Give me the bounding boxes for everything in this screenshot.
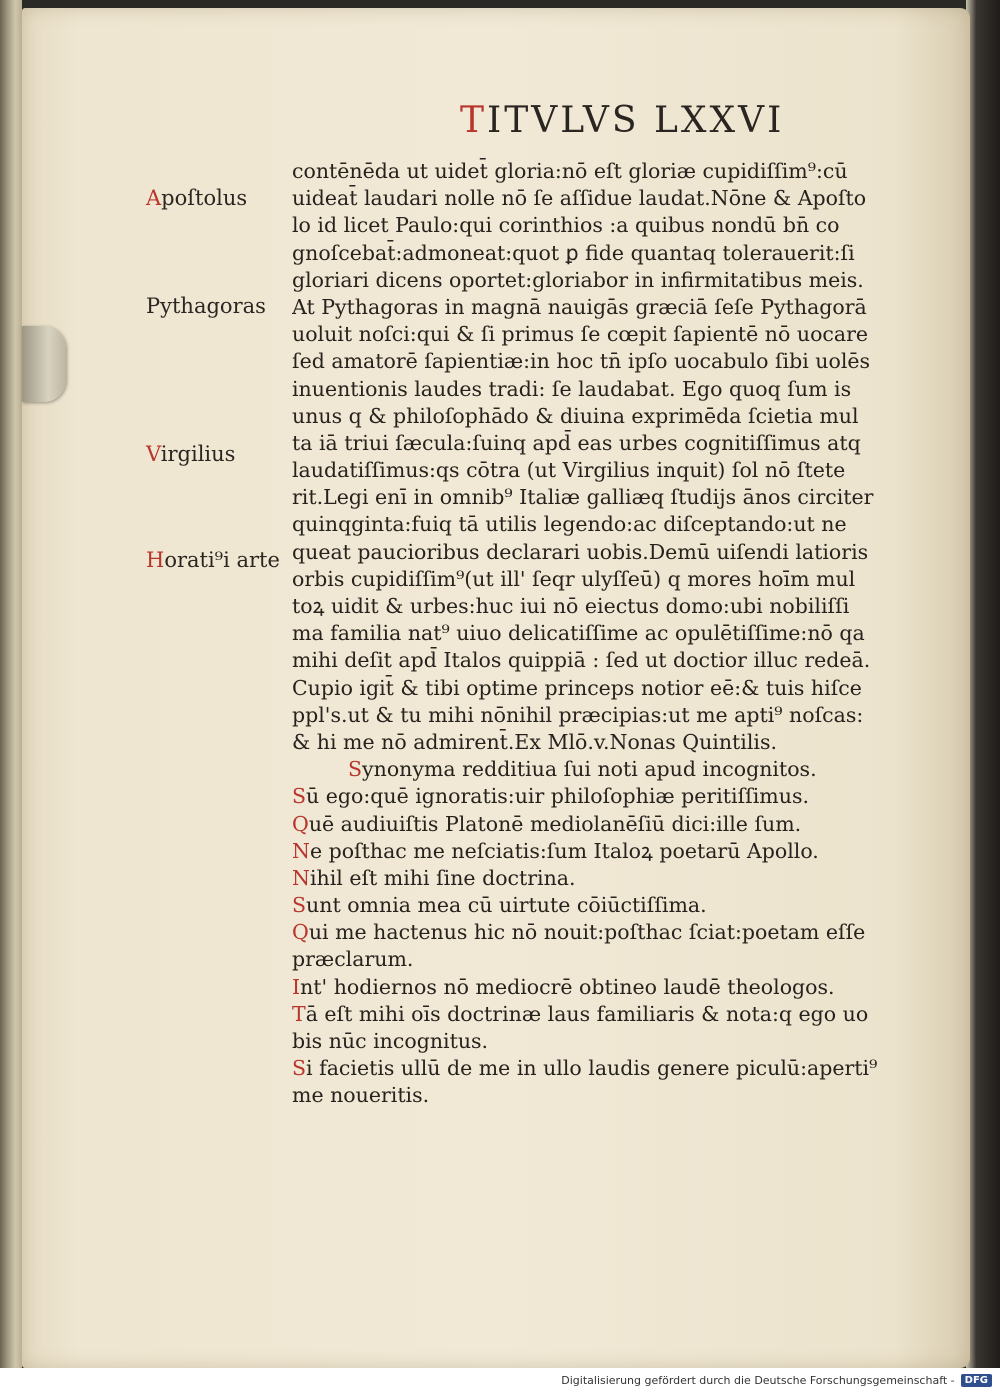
line-text: queat paucioribus declarari uobis.Demū uiſendi latioris (292, 539, 869, 564)
text-line (292, 702, 902, 729)
text-line (292, 376, 902, 403)
text-line (292, 484, 902, 511)
rubric-initial: S (292, 784, 307, 809)
book-spine-right (966, 0, 1000, 1370)
line-text: orbis cupidiſſim⁹(ut ill' ſeqr ulyſſeū) q mores hoīm mul (292, 566, 856, 591)
margin-note-initial: H (146, 548, 165, 572)
line-text: ihil eſt mihi ſine doctrina. (309, 865, 576, 890)
line-text: At Pythagoras in magnā nauigās græciā ſeſe Pythagorā (292, 294, 867, 319)
line-text: ta iā triui ſæcula:ſuinq apd̄ eas urbes cognitiſſimus atq (292, 430, 861, 455)
text-line (292, 892, 902, 919)
line-text: nt' hodiernos nō mediocrē obtineo laudē theologos. (300, 974, 835, 999)
line-text: & hi me nō admirent̄.Ex Mlō.v.Nonas Quintilis. (292, 729, 777, 754)
line-text: ma familia nat⁹ uiuo delicatiſſime ac opulētiſſime:nō qa (292, 621, 865, 646)
line-text: mihi deſit apd̄ Italos quippiā : ſed ut doctior illuc redeā. (292, 648, 871, 673)
text-line (292, 647, 902, 674)
line-text: ppl's.ut & tu mihi nōnihil præcipias:ut me apti⁹ noſcas: (292, 702, 864, 727)
line-text: lo id licet Paulo:qui corinthios :a quibus nondū bn̄ co (292, 213, 840, 238)
line-text: ynonyma redditiua ſui noti apud incognitos. (362, 757, 817, 782)
line-text: i facietis ullū de me in ullo laudis genere piculū:aperti⁹ (306, 1056, 878, 1081)
text-line (292, 1028, 902, 1055)
text-line (292, 267, 902, 294)
line-text: contēnēda ut uidet̄ gloria:nō eſt gloriæ cupidiſſim⁹:cū (292, 159, 848, 183)
line-text: gnoſcebat̄:admoneat:quot ꝑ fide quantaq tolerauerit:ſi (292, 240, 855, 265)
text-line (292, 620, 902, 647)
text-line (292, 212, 902, 239)
line-text: præclarum. (292, 947, 414, 972)
line-text: ū ego:quē ignoratis:uir philoſophiæ peritiſſimus. (306, 784, 809, 809)
text-line (292, 185, 902, 212)
text-line (292, 865, 902, 892)
book-fore-edge-left (0, 0, 22, 1370)
rubric-initial: Q (292, 811, 309, 836)
rubric-initial: I (292, 974, 301, 999)
footer-credit-bar (0, 1368, 1000, 1392)
margin-note-pythagoras (146, 294, 286, 318)
rubric-initial: S (292, 893, 307, 918)
line-text: unus q & philoſophādo & diuina exprimēda ſcietia mul (292, 403, 859, 428)
text-line (292, 756, 902, 783)
line-text: e poſthac me neſciatis:ſum Italoꝝ poetarū Apollo. (309, 838, 819, 863)
text-line (292, 838, 902, 865)
footer-credit-text: Digitalisierung gefördert durch die Deutsche Forschungsgemeinschaft - (561, 1373, 955, 1387)
line-text: me noueritis. (292, 1083, 430, 1108)
line-text: uē audiuiſtis Platonē mediolanēſiū dici:ille ſum. (308, 811, 802, 836)
text-line (292, 811, 902, 838)
margin-note-virgilius (146, 442, 286, 466)
text-line (292, 403, 902, 430)
text-line (292, 783, 902, 810)
line-text: rit.Legi enī in omnib⁹ Italiæ galliæq ſtudijs ānos circiter (292, 485, 874, 510)
line-text: uideat̄ laudari nolle nō ſe aſſidue laudat.Nōne & Apoſto (292, 186, 867, 211)
line-text: unt omnia mea cū uirtute cōiūctiſſima. (306, 893, 707, 918)
margin-note-text: irgilius (160, 442, 236, 466)
rubric-initial: N (292, 838, 310, 863)
margin-note-horatius (146, 548, 286, 572)
line-text: ſed amatorē ſapientiæ:in hoc tn̄ ipſo uocabulo ſibi uolēs (292, 349, 871, 374)
text-line (292, 294, 902, 321)
text-line (292, 1055, 902, 1082)
text-line (292, 675, 902, 702)
running-title-rest: ITVLVS LXXVI (487, 100, 785, 141)
line-text: ā eſt mihi oīs doctrinæ laus familiaris & nota:q ego uo (305, 1001, 869, 1026)
text-line (292, 511, 902, 538)
text-line (292, 946, 902, 973)
manuscript-page (22, 8, 970, 1368)
margin-note-initial: A (146, 186, 162, 210)
text-line (292, 1001, 902, 1028)
rubric-initial: S (292, 1056, 307, 1081)
text-line (292, 158, 902, 185)
line-text: toꝝ uidit & urbes:huc iui nō eiectus domo:ubi nobiliſſi (292, 594, 850, 618)
margin-note-text: poſtolus (161, 186, 248, 210)
dfg-logo: DFG (961, 1374, 992, 1387)
page-clip (22, 326, 66, 402)
text-line (292, 240, 902, 267)
running-title (460, 100, 800, 141)
line-text: ui me hactenus hic nō nouit:poſthac ſciat:poetam eſſe (308, 920, 866, 945)
text-line (292, 348, 902, 375)
text-line (292, 457, 902, 484)
line-text: uoluit noſci:qui & ſi primus ſe cœpit ſapientē nō uocare (292, 322, 869, 347)
text-line (292, 539, 902, 566)
text-line (292, 729, 902, 756)
running-title-initial: T (460, 100, 488, 141)
rubric-initial: T (292, 1001, 306, 1026)
text-line (292, 321, 902, 348)
text-line (292, 566, 902, 593)
margin-note-text: Pythagoras (146, 294, 266, 318)
line-text: inuentionis laudes tradi: ſe laudabat. Ego quoq ſum is (292, 376, 852, 401)
text-line (292, 430, 902, 457)
text-line (292, 919, 902, 946)
main-text-block (292, 158, 902, 1110)
rubric-initial: N (292, 865, 310, 890)
rubric-initial: Q (292, 920, 309, 945)
line-text: gloriari dicens oportet:gloriabor in infirmitatibus meis. (292, 267, 864, 292)
margin-note-initial: V (146, 442, 161, 466)
rubric-initial: S (348, 757, 363, 782)
line-text: laudatiſſimus:qs cōtra (ut Virgilius inquit) ſol nō ſtete (292, 458, 846, 483)
line-text: bis nūc incognitus. (292, 1029, 489, 1053)
text-line (292, 974, 902, 1001)
margin-note-text: orati⁹i arte (164, 548, 280, 572)
line-text: Cupio igit̄ & tibi optime princeps notior eē:& tuis hiſce (292, 675, 862, 700)
margin-note-apostolus (146, 186, 286, 210)
text-line (292, 593, 902, 620)
line-text: quinqginta:fuiq tā utilis legendo:ac diſceptando:ut ne (292, 512, 847, 537)
text-line (292, 1082, 902, 1109)
